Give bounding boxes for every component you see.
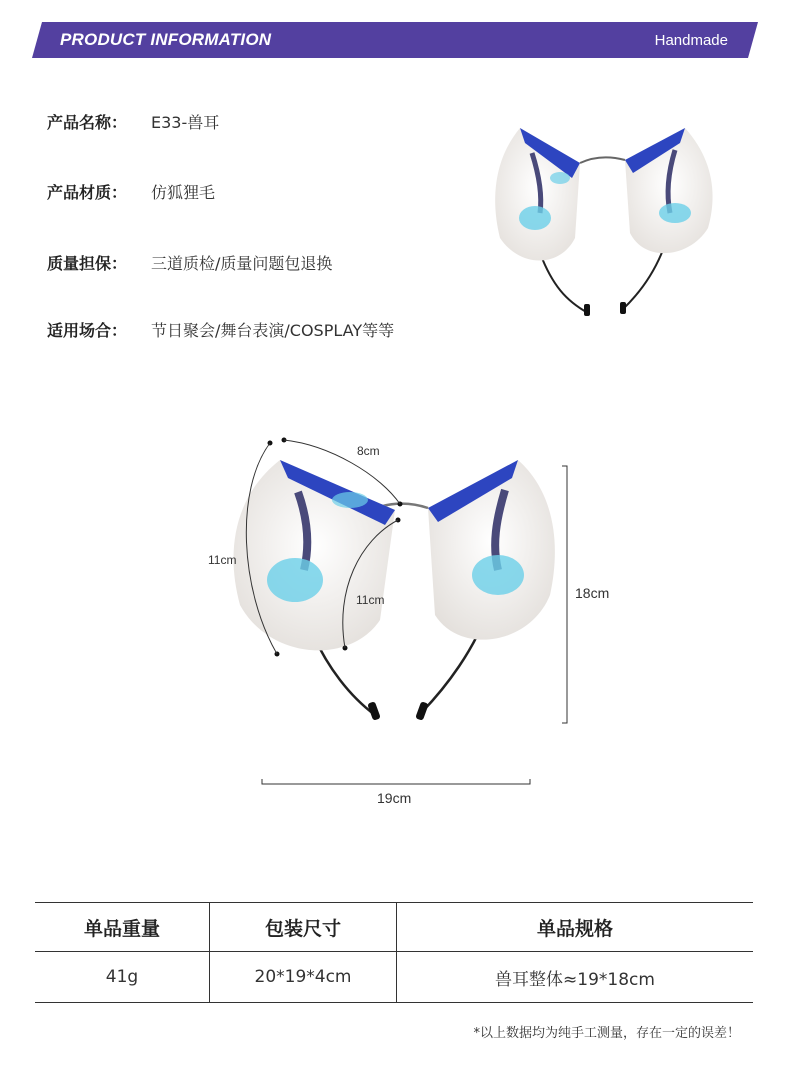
dimension-ear-left: 11cm <box>208 553 237 567</box>
banner-title: PRODUCT INFORMATION <box>60 30 272 49</box>
info-value: 三道质检/质量问题包退换 <box>151 254 333 273</box>
dimension-width: 19cm <box>377 790 412 806</box>
table-header: 单品重量 <box>35 903 210 952</box>
info-label: 产品名称： <box>47 113 128 132</box>
info-label: 产品材质： <box>47 183 128 202</box>
table-header-row <box>35 903 753 952</box>
table-cell: 41g <box>35 952 210 1003</box>
spec-table <box>35 902 753 1003</box>
table-cell: 20*19*4cm <box>210 952 397 1003</box>
dimension-height: 18cm <box>575 585 610 601</box>
info-value: 仿狐狸毛 <box>151 183 216 202</box>
dimension-top-width: 8cm <box>357 444 380 458</box>
table-row <box>35 952 753 1003</box>
info-value: 节日聚会/舞台表演/COSPLAY等等 <box>151 321 395 340</box>
info-value: E33-兽耳 <box>151 113 220 132</box>
banner-tag: Handmade <box>654 32 728 49</box>
measurement-note: *以上数据均为纯手工测量，存在一定的误差！ <box>473 1026 740 1041</box>
dimension-ear-inner: 11cm <box>356 593 385 607</box>
info-label: 质量担保： <box>47 254 128 273</box>
table-header: 单品规格 <box>397 903 754 952</box>
table-header: 包装尺寸 <box>210 903 397 952</box>
info-label: 适用场合： <box>47 321 128 340</box>
table-cell: 兽耳整体≈19*18cm <box>397 952 754 1003</box>
